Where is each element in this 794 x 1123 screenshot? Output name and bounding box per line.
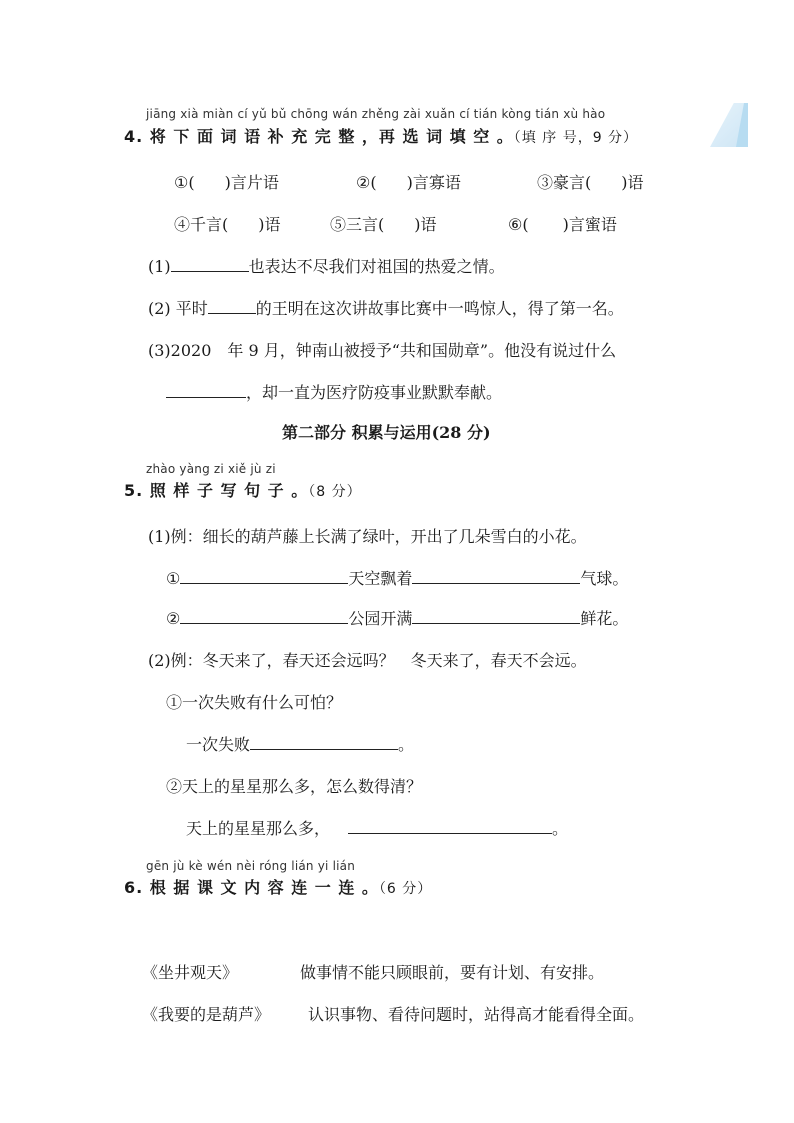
q4-option-4 xyxy=(174,212,281,235)
answer-blank[interactable] xyxy=(250,735,398,750)
option-text: ( xyxy=(522,215,529,234)
part2-title: 第二部分 积累与运用(28 分) xyxy=(282,423,491,442)
q5-example-1: (1)例：细长的葫芦藤上长满了绿叶，开出了几朵雪白的小花。 xyxy=(148,527,587,546)
q5-number: 5. xyxy=(124,481,144,500)
q4-option-5 xyxy=(330,212,437,235)
q4-option-2 xyxy=(356,170,461,193)
option-number: ④ xyxy=(174,215,191,234)
q5-answer-2b xyxy=(186,816,568,839)
item-number: ② xyxy=(166,609,181,628)
option-number: ② xyxy=(356,173,371,192)
q4-pinyin: jiāng xià miàn cí yǔ bǔ chōng wán zhěng zài xuǎn cí tián kòng tián xù hào xyxy=(146,107,606,121)
q4-sentence-1 xyxy=(148,254,505,277)
answer-prefix: 一次失败 xyxy=(186,735,251,754)
item-text: 天空飘着 xyxy=(348,569,413,588)
q5-question-2b: ②天上的星星那么多，怎么数得清？ xyxy=(166,777,423,796)
option-text: 千言( xyxy=(190,215,229,234)
q6-number: 6. xyxy=(124,878,144,897)
q4-option-6 xyxy=(508,212,617,235)
answer-blank[interactable] xyxy=(208,299,256,314)
answer-prefix: 天上的星星那么多， xyxy=(186,819,331,838)
option-number: ③ xyxy=(537,173,554,192)
answer-blank[interactable] xyxy=(171,257,249,272)
q6-right-item-1[interactable]: 做事情不能只顾眼前，要有计划、有安排。 xyxy=(300,963,605,982)
answer-blank[interactable] xyxy=(180,609,348,624)
answer-blank[interactable] xyxy=(348,819,552,834)
option-number: ① xyxy=(174,173,189,192)
q4-sentence-3-line1: (3)2020 年 9 月，钟南山被授予“共和国勋章”。他没有说过什么 xyxy=(148,341,617,360)
option-number: ⑤ xyxy=(330,215,347,234)
q6-left-item-2[interactable]: 《我要的是葫芦》 xyxy=(142,1005,271,1024)
q5-item-1a xyxy=(166,566,628,589)
item-number: ① xyxy=(166,569,181,588)
q6-left-item-1[interactable]: 《坐井观天》 xyxy=(142,963,239,982)
option-text: ( xyxy=(370,173,377,192)
answer-blank[interactable] xyxy=(180,569,348,584)
answer-blank[interactable] xyxy=(412,569,580,584)
option-text: )言寡语 xyxy=(406,173,461,192)
item-text: 气球。 xyxy=(580,569,629,588)
sentence-label: (2) 平时 xyxy=(148,299,208,318)
q5-answer-2a xyxy=(186,732,414,755)
q5-title-text: 照 样 子 写 句 子 。 xyxy=(149,481,309,500)
sentence-text: ，却一直为医疗防疫事业默默奉献。 xyxy=(246,383,503,402)
q4-sentence-2 xyxy=(148,296,624,319)
option-text: )言蜜语 xyxy=(562,215,617,234)
option-text: 豪言( xyxy=(553,173,592,192)
option-number: ⑥ xyxy=(508,215,523,234)
q5-score: （8 分） xyxy=(308,484,362,500)
answer-blank[interactable] xyxy=(166,383,246,398)
q5-question-2a: ①一次失败有什么可怕？ xyxy=(166,693,343,712)
q6-title xyxy=(124,875,432,898)
q5-pinyin: zhào yàng zi xiě jù zi xyxy=(146,462,276,476)
sentence-text: 的王明在这次讲故事比赛中一鸣惊人，得了第一名。 xyxy=(255,299,624,318)
q6-pinyin: gēn jù kè wén nèi róng lián yi lián xyxy=(146,859,356,873)
q4-option-1 xyxy=(174,170,279,193)
q6-score: （6 分） xyxy=(378,881,433,897)
q5-title xyxy=(124,478,362,501)
q4-title-text: 将 下 面 词 语 补 充 完 整 ，再 选 词 填 空 。 xyxy=(149,127,514,146)
item-text: 鲜花。 xyxy=(580,609,629,628)
option-text: )语 xyxy=(258,215,281,234)
q5-item-1b xyxy=(166,606,628,629)
item-text: 公园开满 xyxy=(348,609,413,628)
answer-suffix: 。 xyxy=(552,819,569,838)
answer-suffix: 。 xyxy=(398,735,415,754)
sentence-text: 也表达不尽我们对祖国的热爱之情。 xyxy=(248,257,505,276)
q6-right-item-2[interactable]: 认识事物、看待问题时，站得高才能看得全面。 xyxy=(308,1005,645,1024)
q4-number: 4. xyxy=(124,127,144,146)
option-text: ( xyxy=(188,173,195,192)
option-text: )语 xyxy=(621,173,644,192)
option-text: 三言( xyxy=(346,215,385,234)
q4-title xyxy=(124,124,638,147)
sentence-label: (1) xyxy=(148,257,171,276)
option-text: )语 xyxy=(414,215,437,234)
answer-blank[interactable] xyxy=(412,609,580,624)
q5-example-2: (2)例：冬天来了，春天还会远吗？ 冬天来了，春天不会远。 xyxy=(148,651,587,670)
q4-option-3 xyxy=(537,170,644,193)
option-text: )言片语 xyxy=(224,173,279,192)
q4-sentence-3-line2 xyxy=(166,380,502,403)
q6-title-text: 根 据 课 文 内 容 连 一 连 。 xyxy=(149,878,379,897)
q4-score: （填 序 号，9 分） xyxy=(513,130,639,146)
